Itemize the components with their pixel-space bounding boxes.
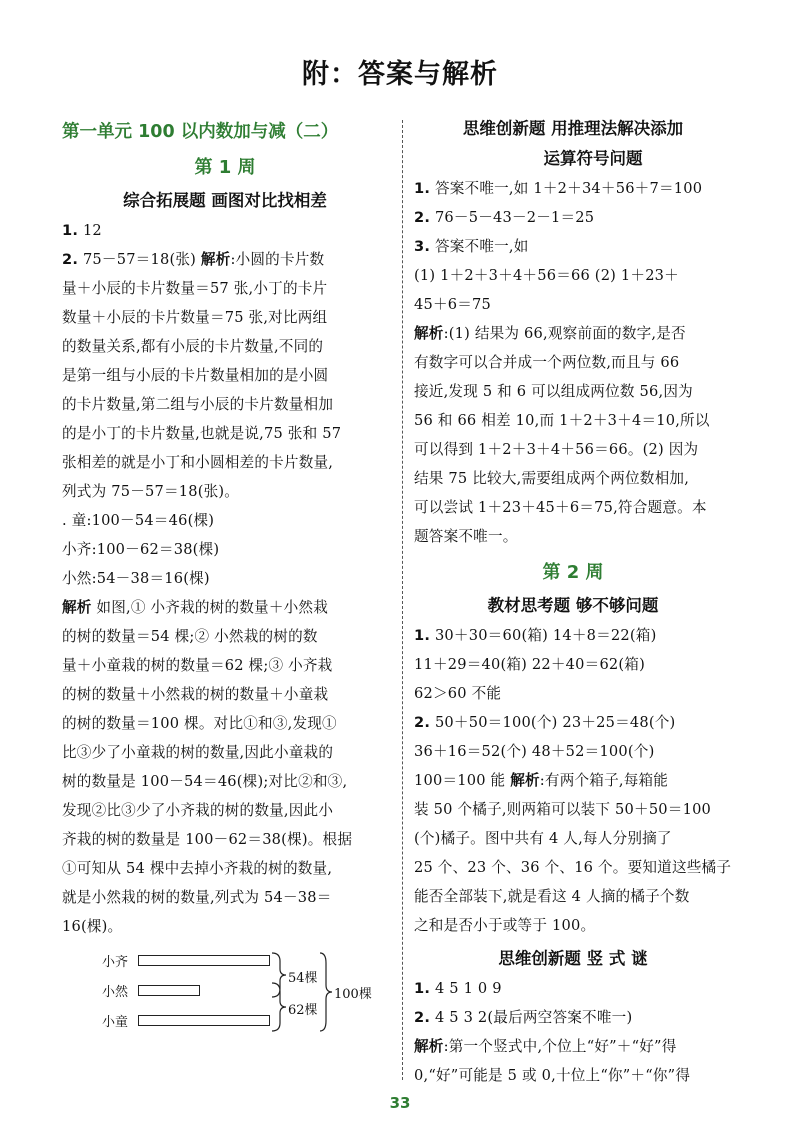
line-text: . 童:100－54＝46(棵): [62, 512, 215, 529]
text-line: [414, 795, 732, 824]
text-line: [414, 1032, 732, 1061]
text-line: [62, 651, 388, 680]
text-line: [62, 825, 388, 854]
text-line: [62, 680, 388, 709]
text-line: [414, 853, 732, 882]
text-line: [414, 232, 732, 261]
text-line: [414, 708, 732, 737]
text-line: [414, 650, 732, 679]
text-line: [414, 974, 732, 1003]
bar-xiaoqi: [138, 955, 270, 966]
text-line: [62, 883, 388, 912]
brace-62: [272, 983, 286, 1031]
text-line: [62, 419, 388, 448]
question-number: 1.: [414, 180, 431, 197]
analysis-label: 解析: [62, 599, 92, 616]
text-line: [414, 348, 732, 377]
right-answer-text-2: [414, 621, 732, 940]
question-number: 2.: [62, 251, 79, 268]
text-line: [414, 377, 732, 406]
page-number: 33: [389, 1094, 411, 1112]
text-line: [62, 303, 388, 332]
line-text: 有数字可以合并成一个两位数,而且与 66: [414, 354, 680, 371]
analysis-label: 解析: [414, 1038, 444, 1055]
line-text: 的树的数量＝54 棵;② 小然栽的树的数: [62, 628, 318, 645]
line-text: 能否全部装下,就是看这 4 人摘的橘子个数: [414, 888, 690, 905]
line-text: 装 50 个橘子,则两箱可以装下 50＋50＝100: [414, 801, 712, 818]
line-text: ①可知从 54 棵中去掉小齐栽的树的数量,: [62, 860, 333, 877]
analysis-label: 解析: [414, 325, 444, 342]
line-text: 11＋29＝40(箱) 22＋40＝62(箱): [414, 656, 645, 673]
line-text: 之和是否小于或等于 100。: [414, 917, 596, 934]
week-2-heading: 第 2 周: [542, 562, 604, 583]
text-line: [62, 390, 388, 419]
brace-label-100: 100棵: [334, 987, 372, 1002]
text-line: [414, 824, 732, 853]
section-heading-3: 教材思考题 够不够问题: [487, 596, 659, 615]
line-text: 25 个、23 个、36 个、16 个。要知道这些橘子: [414, 859, 732, 876]
text-line: [414, 174, 732, 203]
line-text: :(1) 结果为 66,观察前面的数字,是否: [443, 325, 686, 342]
question-number: 1.: [414, 980, 431, 997]
text-line: [414, 766, 732, 795]
page-title: 附：答案与解析: [302, 59, 498, 90]
line-text: 数量＋小辰的卡片数量＝75 张,对比两组: [62, 309, 328, 326]
line-text: 56 和 66 相差 10,而 1＋2＋3＋4＝10,所以: [414, 412, 710, 429]
text-line: [62, 332, 388, 361]
bar-xiaotong: [138, 1015, 270, 1026]
section-heading-4: 思维创新题 竖 式 谜: [498, 949, 648, 968]
line-text: 50＋50＝100(个) 23＋25＝48(个): [430, 714, 676, 731]
line-text: 12: [78, 222, 102, 239]
text-line: [414, 406, 732, 435]
diagram-label-xiaoran: 小然: [102, 985, 129, 1000]
text-line: [62, 796, 388, 825]
text-line: [414, 737, 732, 766]
left-column: [62, 112, 388, 1045]
line-text: 的树的数量＋小然栽的树的数量＋小童栽: [62, 686, 329, 703]
line-text: 16(棵)。: [62, 918, 123, 935]
line-text: 100＝100 能: [414, 772, 511, 789]
question-number: 1.: [414, 627, 431, 644]
line-text: :小圆的卡片数: [230, 251, 325, 268]
line-text: 比③少了小童栽的树的数量,因此小童栽的: [62, 744, 334, 761]
tree-diagram: [62, 949, 388, 1045]
line-text: 可以尝试 1＋23＋45＋6＝75,符合题意。本: [414, 499, 707, 516]
column-divider: [402, 120, 403, 1080]
question-number: 2.: [414, 209, 431, 226]
text-line: [414, 319, 732, 348]
line-text: 张相差的就是小丁和小圆相差的卡片数量,: [62, 454, 334, 471]
brace-label-54: 54棵: [288, 971, 318, 986]
right-answer-text-1: [414, 174, 732, 551]
line-text: 是第一组与小辰的卡片数量相加的是小圆: [62, 367, 329, 384]
text-line: [414, 882, 732, 911]
text-line: [414, 679, 732, 708]
brace-100: [320, 953, 332, 1031]
line-text: 列式为 75－57＝18(张)。: [62, 483, 240, 500]
line-text: 小齐:100－62＝38(棵): [62, 541, 220, 558]
line-text: 接近,发现 5 和 6 可以组成两位数 56,因为: [414, 383, 693, 400]
text-line: [62, 854, 388, 883]
line-text: 0,“好”可能是 5 或 0,十位上“你”＋“你”得: [414, 1067, 691, 1084]
text-line: [62, 738, 388, 767]
line-text: 30＋30＝60(箱) 14＋8＝22(箱): [430, 627, 657, 644]
text-line: [414, 493, 732, 522]
section-heading-2b: 运算符号问题: [543, 149, 643, 168]
question-number: 1.: [62, 222, 79, 239]
bar-xiaoran: [138, 985, 200, 996]
brace-label-62: 62棵: [288, 1003, 318, 1018]
section-heading-1: 综合拓展题 画图对比找相差: [123, 191, 327, 210]
text-line: [62, 535, 388, 564]
line-text: 4 5 1 0 9: [430, 980, 502, 997]
line-text: 树的数量是 100－54＝46(棵);对比②和③,: [62, 773, 348, 790]
text-line: [62, 448, 388, 477]
text-line: [62, 477, 388, 506]
right-answer-text-3: [414, 974, 732, 1090]
left-answer-text: [62, 216, 388, 941]
line-text: 45＋6＝75: [414, 296, 492, 313]
line-text: 36＋16＝52(个) 48＋52＝100(个): [414, 743, 655, 760]
line-text: 如图,① 小齐栽的树的数量＋小然栽: [91, 599, 329, 616]
text-line: [62, 767, 388, 796]
unit-title: 第一单元 100 以内数加与减（二）: [62, 122, 339, 142]
text-line: [414, 435, 732, 464]
line-text: 的是小丁的卡片数量,也就是说,75 张和 57: [62, 425, 342, 442]
line-text: 可以得到 1＋2＋3＋4＋56＝66。(2) 因为: [414, 441, 699, 458]
text-line: [414, 1061, 732, 1090]
line-text: 75－57＝18(张): [78, 251, 201, 268]
text-line: [62, 274, 388, 303]
line-text: 62＞60 不能: [414, 685, 502, 702]
line-text: (个)橘子。图中共有 4 人,每人分别摘了: [414, 830, 672, 847]
line-text: (1) 1＋2＋3＋4＋56＝66 (2) 1＋23＋: [414, 267, 679, 284]
text-line: [62, 564, 388, 593]
week-1-heading: 第 1 周: [194, 157, 256, 178]
text-line: [414, 203, 732, 232]
text-line: [62, 361, 388, 390]
question-number: 2.: [414, 1009, 431, 1026]
text-line: [62, 216, 388, 245]
analysis-label: 解析: [510, 772, 540, 789]
line-text: 4 5 3 2(最后两空答案不唯一): [430, 1009, 633, 1026]
line-text: 发现②比③少了小齐栽的树的数量,因此小: [62, 802, 334, 819]
text-line: [414, 464, 732, 493]
text-line: [62, 622, 388, 651]
line-text: 答案不唯一,如 1＋2＋34＋56＋7＝100: [430, 180, 703, 197]
line-text: 答案不唯一,如: [430, 238, 529, 255]
line-text: :有两个箱子,每箱能: [539, 772, 669, 789]
text-line: [414, 261, 732, 290]
line-text: 量＋小辰的卡片数量＝57 张,小丁的卡片: [62, 280, 328, 297]
text-line: [414, 1003, 732, 1032]
line-text: 76－5－43－2－1＝25: [430, 209, 595, 226]
brace-svg: [268, 949, 338, 1041]
text-line: [414, 522, 732, 551]
diagram-label-xiaotong: 小童: [102, 1015, 129, 1030]
line-text: 齐栽的树的数量是 100－62＝38(棵)。根据: [62, 831, 353, 848]
text-line: [62, 593, 388, 622]
brace-54: [272, 953, 286, 997]
right-column: [414, 112, 732, 1090]
line-text: 结果 75 比较大,需要组成两个两位数相加,: [414, 470, 690, 487]
section-heading-2a: 思维创新题 用推理法解决添加: [462, 119, 684, 138]
text-line: [414, 621, 732, 650]
line-text: 的树的数量＝100 棵。对比①和③,发现①: [62, 715, 337, 732]
diagram-label-xiaoqi: 小齐: [102, 955, 129, 970]
text-line: [62, 245, 388, 274]
line-text: 题答案不唯一。: [414, 528, 518, 545]
line-text: 的卡片数量,第二组与小辰的卡片数量相加: [62, 396, 334, 413]
text-line: [62, 709, 388, 738]
question-number: 3.: [414, 238, 431, 255]
text-line: [62, 506, 388, 535]
question-number: 2.: [414, 714, 431, 731]
analysis-label: 解析: [200, 251, 231, 268]
line-text: 的数量关系,都有小辰的卡片数量,不同的: [62, 338, 324, 355]
line-text: 小然:54－38＝16(棵): [62, 570, 210, 587]
text-line: [414, 290, 732, 319]
text-line: [62, 912, 388, 941]
line-text: :第一个竖式中,个位上“好”＋“好”得: [443, 1038, 677, 1055]
line-text: 就是小然栽的树的数量,列式为 54－38＝: [62, 889, 332, 906]
line-text: 量＋小童栽的树的数量＝62 棵;③ 小齐栽: [62, 657, 333, 674]
text-line: [414, 911, 732, 940]
